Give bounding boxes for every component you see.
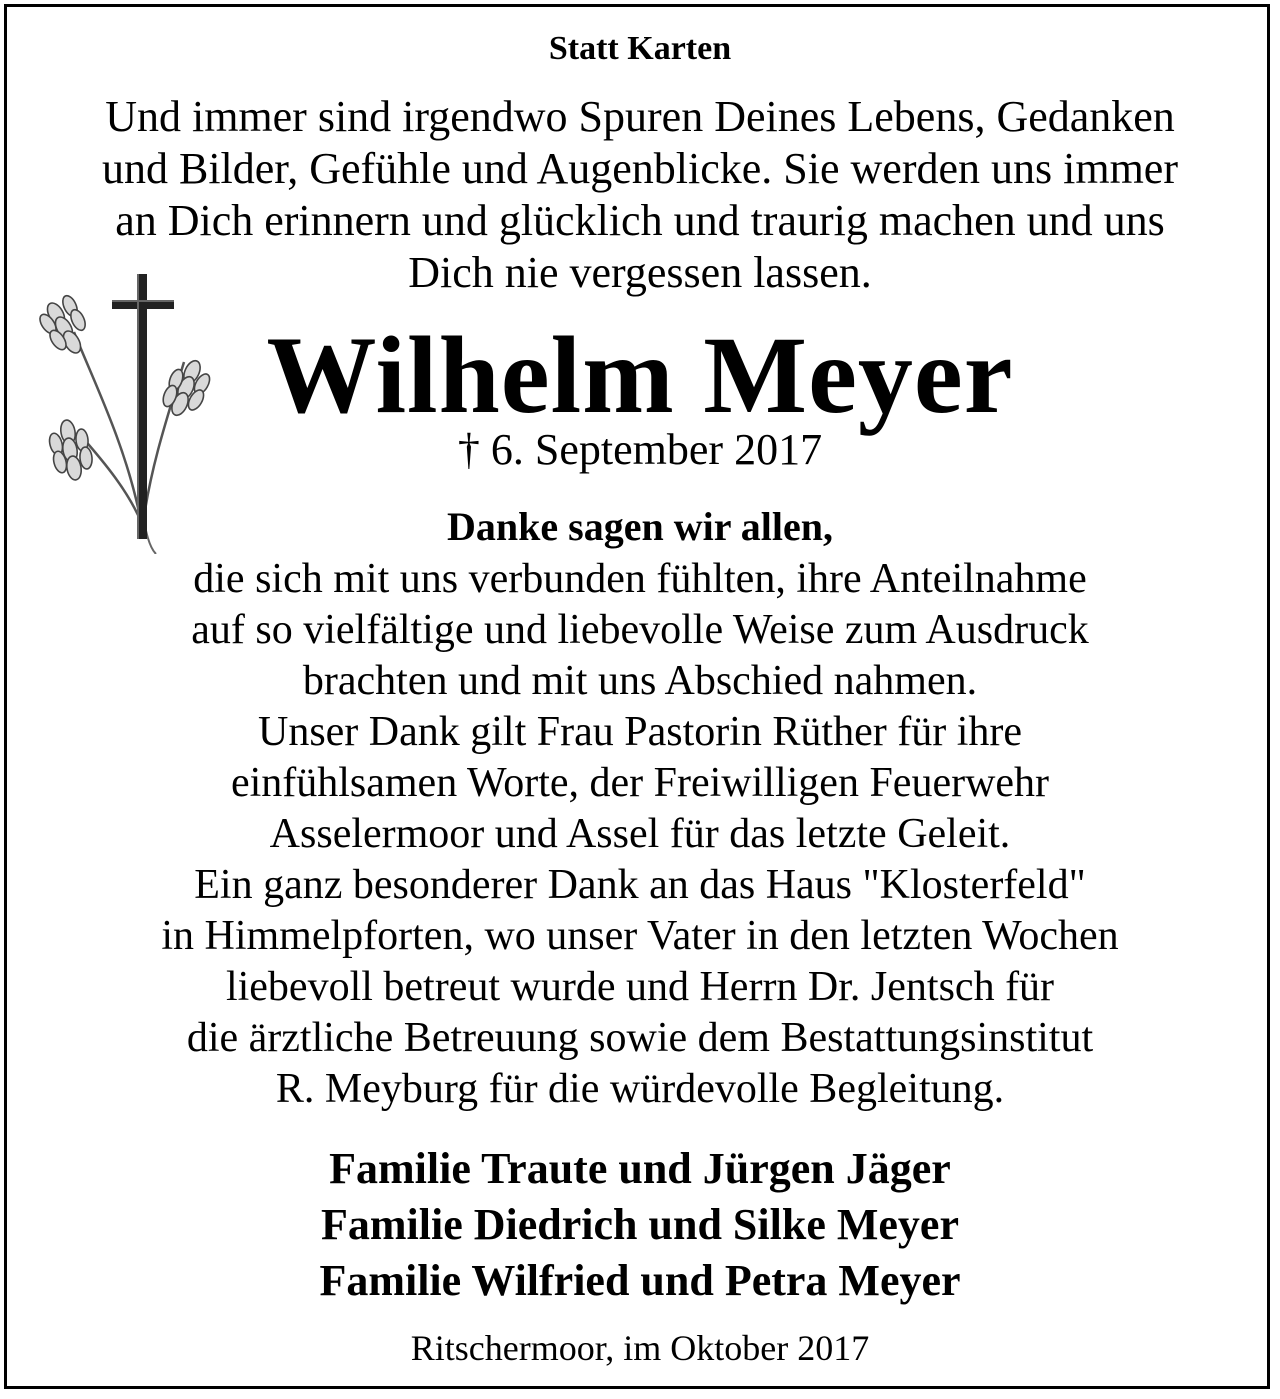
thanks-line: R. Meyburg für die würdevolle Begleitung. (275, 1066, 1005, 1112)
place-and-date: Ritschermoor, im Oktober 2017 (410, 1328, 870, 1368)
deceased-name: Wilhelm Meyer (266, 314, 1014, 436)
poem-line: Dich nie vergessen lassen. (408, 248, 872, 297)
death-date: † 6. September 2017 (457, 425, 823, 474)
thanks-line: Unser Dank gilt Frau Pastorin Rüther für ihre (257, 709, 1023, 755)
poem-line: an Dich erinnern und glücklich und traurig machen und uns (115, 196, 1165, 245)
family-signature: Familie Traute und Jürgen Jäger (329, 1144, 951, 1193)
thanks-line: die sich mit uns verbunden fühlten, ihre Anteilnahme (193, 556, 1087, 602)
poem-line: Und immer sind irgendwo Spuren Deines Lebens, Gedanken (105, 92, 1175, 141)
thanks-line: auf so vielfältige und liebevolle Weise zum Ausdruck (191, 607, 1089, 653)
kicker-statt-karten: Statt Karten (548, 30, 732, 67)
family-signature: Familie Wilfried und Petra Meyer (319, 1256, 961, 1305)
thanks-line: liebevoll betreut wurde und Herrn Dr. Jentsch für (225, 964, 1055, 1010)
thanks-line: Ein ganz besonderer Dank an das Haus "Klosterfeld" (194, 862, 1086, 908)
thanks-line: in Himmelpforten, wo unser Vater in den letzten Wochen (161, 913, 1119, 959)
thanks-line: brachten und mit uns Abschied nahmen. (302, 658, 978, 704)
poem-line: und Bilder, Gefühle und Augenblicke. Sie werden uns immer (101, 144, 1178, 193)
thanks-line: einfühlsamen Worte, der Freiwilligen Feuerwehr (230, 760, 1050, 806)
thanks-line: die ärztliche Betreuung sowie dem Bestattungsinstitut (186, 1015, 1094, 1061)
thanks-line: Asselermoor und Assel für das letzte Geleit. (269, 811, 1011, 857)
family-signature: Familie Diedrich und Silke Meyer (321, 1200, 959, 1249)
thanks-heading: Danke sagen wir allen, (447, 504, 833, 549)
